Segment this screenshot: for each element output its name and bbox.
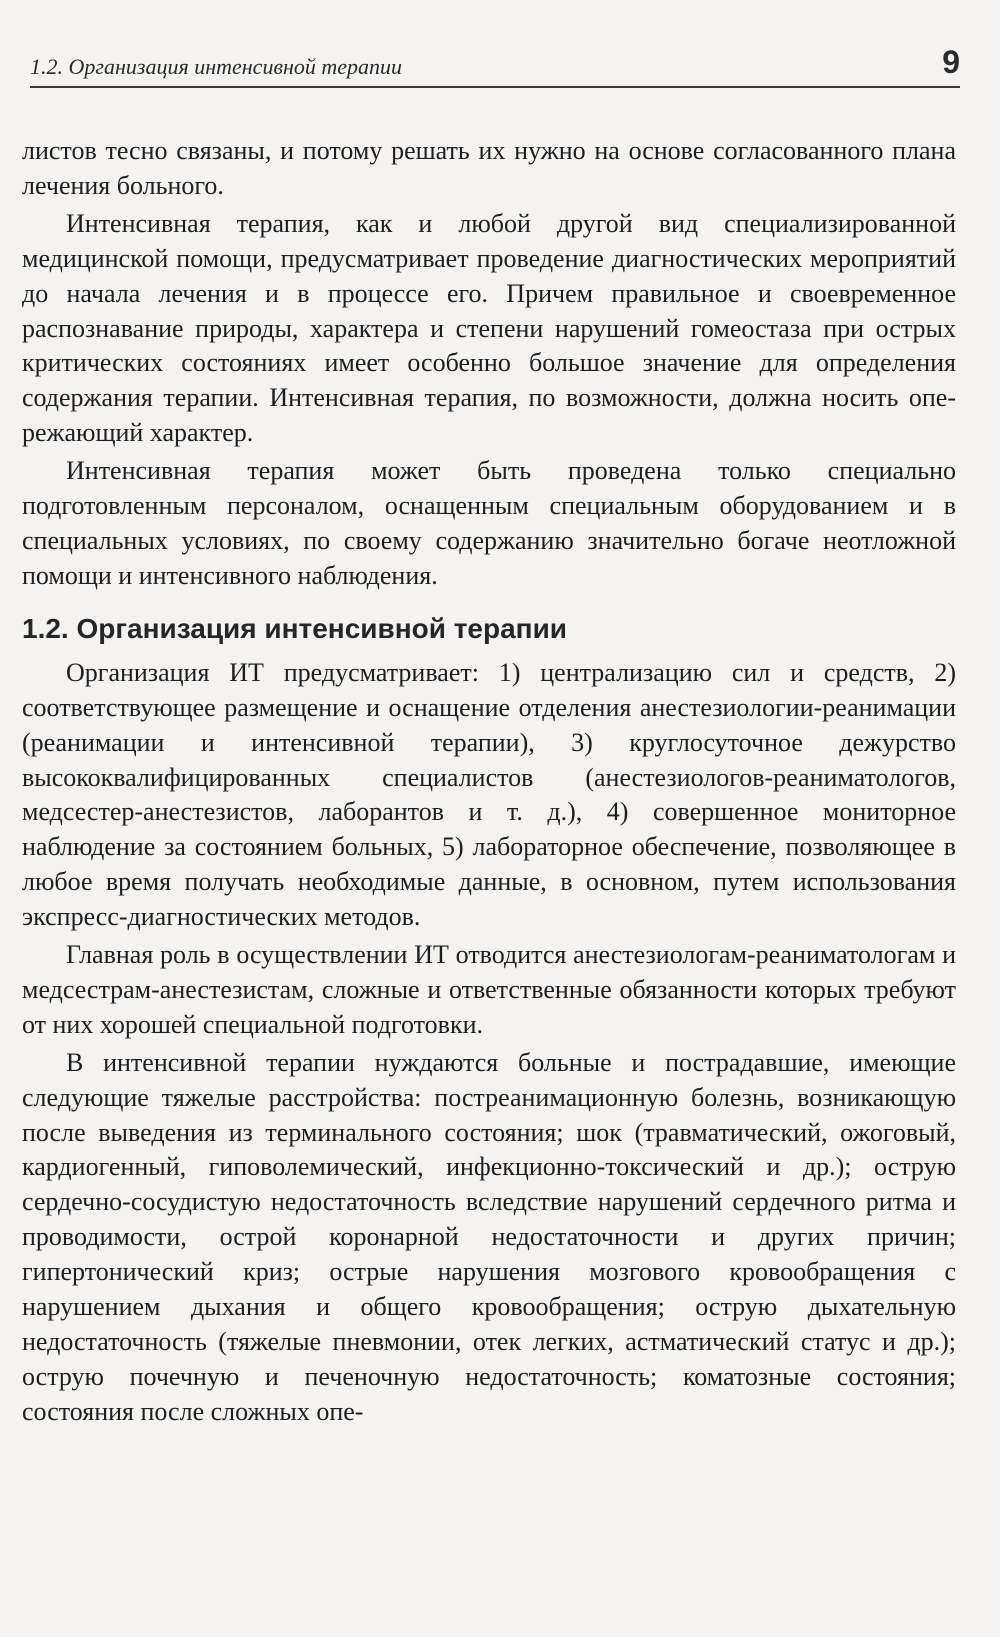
running-header — [30, 44, 960, 88]
running-title: 1.2. Организация интенсивной терапии — [30, 54, 403, 79]
paragraph: Интенсивная терапия, как и любой другой вид специализированной медицинской помощи, предусматривает проведение диагностических мероприятий до начала лечения и в процессе его. Причем правильное и своевременное распознавание природы, характера и степени нарушений гомеостаза при острых критических состояниях имеет особенно большое значение для определения содержания терапии. Интенсивная терапия, по возможности, должна носить опережающий характер. — [22, 208, 956, 448]
paragraph: Главная роль в осуществлении ИТ отводится анестезиологам-реаниматологам и медсестрам-анестезистам, сложные и ответственные обязанности которых требуют от них хорошей специальной подготовки. — [22, 940, 956, 1039]
section-heading: 1.2. Организация интенсивной терапии — [22, 612, 568, 644]
page-number: 9 — [942, 44, 960, 80]
paragraph: Организация ИТ предусматривает: 1) централизацию сил и средств, 2) соответствующее размещение и оснащение отделения анестезиологии-реанимации (реанимации и интенсивной терапии), 3) круглосуточное дежурство высококвалифицированных специалистов (анестезиологов-реаниматологов, медсестер-анестезистов, лаборантов и т. д.), 4) совершенное мониторное наблюдение за состоянием больных, 5) лабораторное обеспечение, позволяющее в любое время получать необходимые данные, в основном, путем использования экспресс-диагностических методов. — [22, 657, 956, 932]
paragraph: листов тесно связаны, и потому решать их нужно на основе согласованного плана лечения больного. — [22, 136, 956, 200]
page-body — [22, 134, 956, 1430]
paragraph: В интенсивной терапии нуждаются больные и пострадавшие, имеющие следующие тяжелые расстройства: постреанимационную болезнь, возникающую после выведения из терминального состояния; шок (травматический, ожоговый, кардиогенный, гиповолемический, инфекционно-токсический и др.); острую сердечно-сосудистую недостаточность вследствие нарушений сердечного ритма и проводимости, острой коронарной недостаточности и других причин; гипертонический криз; острые нарушения мозгового кровообращения с нарушением дыхания и общего кровообращения; острую дыхательную недостаточность (тяжелые пневмонии, отек легких, астматический статус и др.); острую почечную и печеночную недостаточность; коматозные состояния; состояния после сложных опе- — [22, 1047, 956, 1426]
paragraph: Интенсивная терапия может быть проведена только специально подготовленным персоналом, оснащенным специальным оборудованием и в специальных условиях, по своему содержанию значительно богаче неотложной помощи и интенсивного наблюдения. — [22, 456, 956, 590]
